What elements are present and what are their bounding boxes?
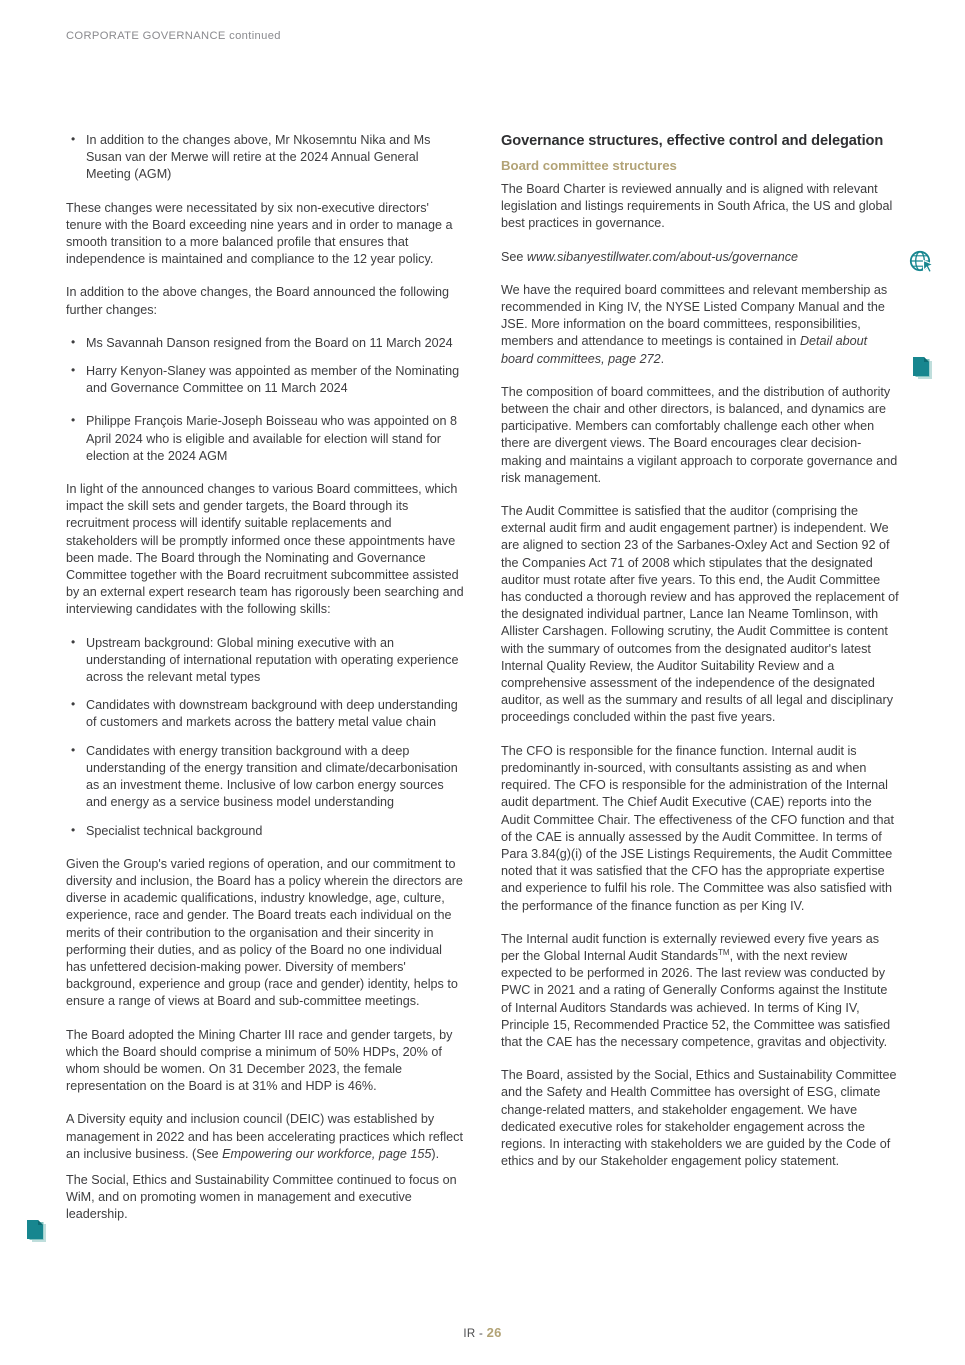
bullet-list-required-skills [66,635,465,840]
list-item: • In addition to the changes above, Mr Nkosemntu Nika and Ms Susan van der Merwe will retire at the 2024 Annual General Meeting (AGM) [66,132,465,184]
footer-prefix: IR - [463,1328,484,1340]
paragraph-diversity-policy: Given the Group's varied regions of operation, and our commitment to diversity and inclusion, the Board has a policy wherein the directors are diverse in academic qualifications, industry knowledge, age, culture, experience, race and gender. The Board treats each individual on the merits of their contribution to the organisation and their sincerity in performing their duties, and as policy of the Board no one individual has unfettered decision-making power. Diversity of members' background, experience and group (race and gender) identity, helps to ensure a range of views at Board and sub-committee meetings. [66,856,463,1009]
page-footer [0,1325,965,1340]
paragraph-internal-audit-review [501,931,899,1051]
running-header: CORPORATE GOVERNANCE continued [66,30,281,42]
globe-link-icon[interactable] [909,249,935,275]
list-item: • Upstream background: Global mining executive with an understanding of international reputation with operating experience across the relevant metal types [66,635,465,687]
paragraph-board-esg-oversight: The Board, assisted by the Social, Ethics and Sustainability Committee and the Safety and Health Committee has oversight of ESG, climate change-related matters, and stakeholder engagement. We have dedicated executive roles for stakeholder engagement across the regions. In interacting with stakeholders we are guided by the Code of ethics and by our Stakeholder engagement policy statement. [501,1068,897,1169]
right-column [501,132,899,1186]
governance-website-url[interactable]: www.sibanyestillwater.com/about-us/governance [526,249,799,264]
see-label: See [501,249,527,264]
paragraph-deic [66,1111,465,1163]
paragraph-recruitment-skills-intro: In light of the announced changes to various Board committees, which impact the skill sets and gender targets, the Board through its recruitment process will identify suitable replacements and stakeholders will be promptly informed once these appointments have been made. The Board through the Nominating and Governance Committee together with the Board recruitment subcommittee assisted by an external expert research team has rigorously been searching and interviewing candidates with the following skills: [66,482,464,617]
list-item: • Harry Kenyon-Slaney was appointed as member of the Nominating and Governance Committee on 11 March 2024 [66,363,465,397]
bullet-list-boisseau [66,413,465,465]
cross-reference-empowering-workforce[interactable]: Empowering our workforce, page 155 [222,1146,432,1161]
paragraph-see-governance-link [501,249,899,266]
internal-audit-text-2: , with the next review expected to be performed in 2026. The last review was conducted by PWC in 2021 and a rating of Generally Conforms against the Institute of Internal Auditors Standards was achieved. In terms of King IV, Principle 15, Recommended Practice 52, the Committee was satisfied that the CAE has the necessary competence, gravitas and objectivity. [501,948,891,1049]
document-pages-icon[interactable] [26,1219,48,1245]
list-item: • Candidates with energy transition background with a deep understanding of the energy transition and climate/decarbonisation as an investment theme. Inclusive of low carbon energy sources and energy as a service business model understanding [66,743,465,812]
paragraph-audit-committee-auditor: The Audit Committee is satisfied that the auditor (comprising the external audit firm and audit engagement partner) is independent. We are aligned to section 23 of the Sarbanes-Oxley Act and Section 92 of the Companies Act 71 of 2008 which stipulates that the designated auditor must rotate after five years. To this end, the Audit Committee has conducted a thorough review and has approved the replacement of the designated individual partner, Lance Ian Neame Tomlinson, with Allister Carshagen. Following scrutiny, the Audit Committee is content with the summary of outcomes from the designated auditor's latest Internal Quality Review, the Auditor Suitability Review and a comprehensive assessment of the independence of the designated auditor, as well as the summary and results of all legal and disciplinary proceedings concluded within the past five years. [501,504,899,725]
paragraph-committees-text-2: . [660,351,665,366]
paragraph-cfo-finance-function: The CFO is responsible for the finance function. Internal audit is predominantly in-sourced, with consultants assisting as and when required. The CFO is responsible for the administration of the Internal audit department. The Chief Audit Executive (CAE) reports into the Audit Committee Chair. The effectiveness of the CFO function and that of the CAE is annually assessed by the Audit Committee. In terms of Para 3.84(g)(i) of the JSE Listings Requirements, the Audit Committee noted that it was satisfied that the CFO has the appropriate expertise and experience to fulfil his role. The Committee was also satisfied with the performance of the finance function as per King IV. [501,743,894,913]
paragraph-committees-text-1: We have the required board committees and relevant membership as recommended in King IV, the NYSE Listed Company Manual and the JSE. More information on the board committees, responsibilities, members and attendance to meetings is contained in [501,282,888,349]
page-title-governance-structures: Governance structures, effective control and delegation [501,133,884,149]
bullet-list-further-changes [66,335,465,398]
paragraph-deic-text-2: ). [431,1146,440,1161]
list-item: • Ms Savannah Danson resigned from the Board on 11 March 2024 [66,335,465,352]
internal-audit-text-1: The Internal audit function is externally reviewed every five years as per the Global Internal Audit Standards [501,931,879,963]
bullet-list-board-retirements [66,132,465,184]
paragraph-board-charter: The Board Charter is reviewed annually and is aligned with relevant legislation and listings requirements in South Africa, the US and global best practices in governance. [501,182,893,231]
two-column-body [66,132,899,1240]
list-item: • Specialist technical background [66,823,465,840]
paragraph-tenure-changes: These changes were necessitated by six non-executive directors' tenure with the Board exceeding nine years and in order to manage a smooth transition to a more balanced profile that ensures that independence is maintained and compliance to the 12 year policy. [66,200,453,267]
paragraph-social-ethics-committee: The Social, Ethics and Sustainability Committee continued to focus on WiM, and on promoting women in management and executive leadership. [66,1172,457,1222]
document-pages-icon[interactable] [912,356,934,382]
paragraph-board-committees-membership [501,282,899,368]
left-column [66,132,465,1240]
paragraph-deic-text-1: A Diversity equity and inclusion council (DEIC) was established by management in 2022 and has been accelerating practices which reflect an inclusive business. (See [66,1112,463,1161]
section-heading-board-committee-structures: Board committee structures [501,158,677,173]
list-item: • Candidates with downstream background with deep understanding of customers and markets across the battery metal value chain [66,697,465,731]
cross-reference-detail-board-committees[interactable]: Detail about board committees, page 272 [501,334,868,366]
paragraph-mining-charter-targets: The Board adopted the Mining Charter III race and gender targets, by which the Board should comprise a minimum of 50% HDPs, 20% of whom should be women. On 31 December 2023, the female representation on the Board is at 31% and HDP is 46%. [66,1027,453,1094]
trademark-superscript: TM [718,947,730,957]
footer-page-number: 26 [486,1325,502,1340]
paragraph-further-changes-intro: In addition to the above changes, the Board announced the following further changes: [66,285,449,317]
paragraph-composition-of-committees: The composition of board committees, and the distribution of authority between the chair and other directors, is balanced, and dynamics are participative. Members can comfortably challenge each other when there are divergent views. The Board encourages clear decision-making and maintains a vigilant approach to corporate governance and risk management. [501,384,898,485]
list-item: • Philippe François Marie-Joseph Boisseau who was appointed on 8 April 2024 who is eligible and available for election will stand for election at the 2024 AGM [66,413,465,465]
